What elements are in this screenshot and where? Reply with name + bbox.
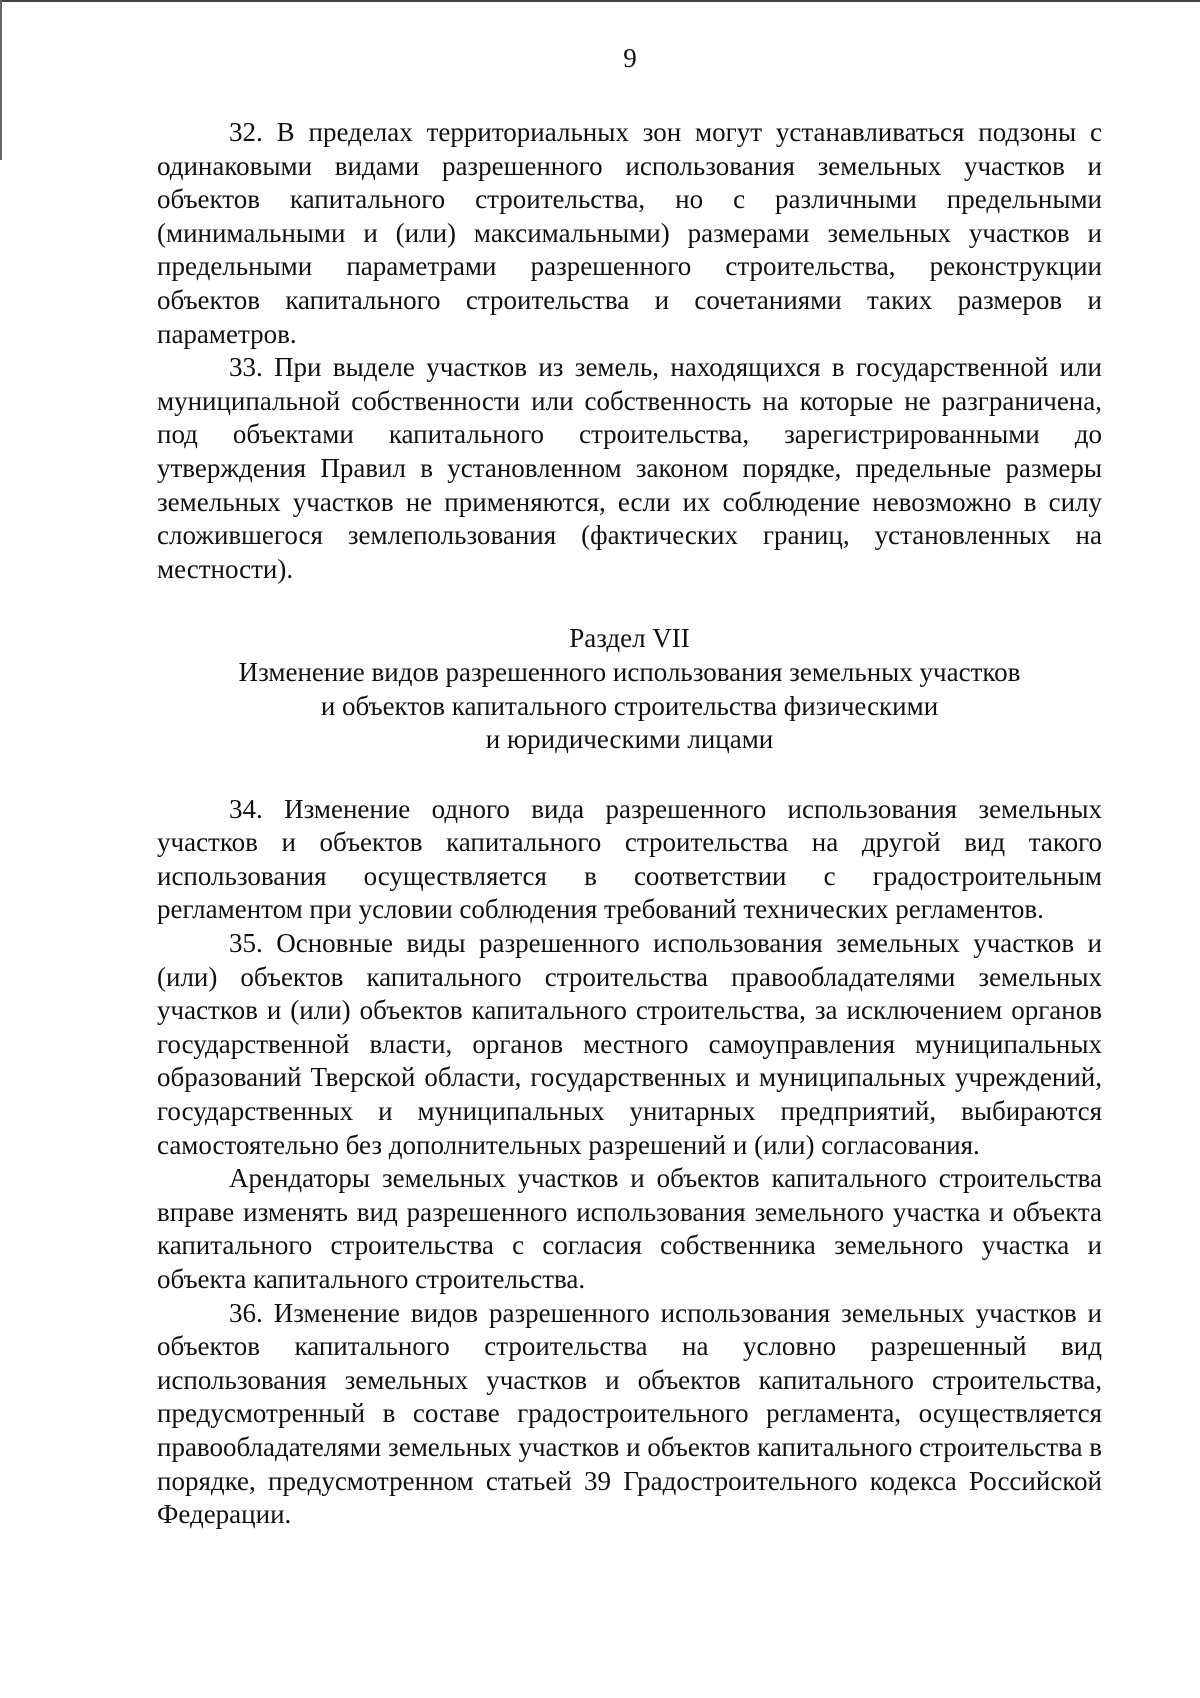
paragraph-33: 33. При выделе участков из земель, находящихся в государственной или муниципальной собственности или собственность на которые не разграничена, под объектами капитального строительства, зарегистрированными до утверждения Правил в установленном законом порядке, предельные размеры земельных участков не применяются, если их соблюдение невозможно в силу сложившегося землепользования (фактических границ, установленных на местности). [157,352,1102,584]
section-header [157,622,1102,756]
scan-edge-top [0,0,1200,2]
page-number: 9 [623,43,637,73]
section-title-line: Изменение видов разрешенного использования земельных участков [238,656,1021,687]
paragraph-34: 34. Изменение одного вида разрешенного использования земельных участков и объектов капитального строительства на другой вид такого использования осуществляется в соответствии с градостроительным регламентом при условии соблюдения требований технических регламентов. [157,793,1102,925]
paragraph-35: 35. Основные виды разрешенного использования земельных участков и (или) объектов капитального строительства правообладателями земельных участков и (или) объектов капитального строительства, за исключением органов государственной власти, органов местного самоуправления муниципальных образований Тверской области, государственных и муниципальных учреждений, государственных и муниципальных унитарных предприятий, выбираются самостоятельно без дополнительных разрешений и (или) согласования. [157,928,1102,1160]
scan-edge-left [0,0,2,160]
section-title-line: и юридическими лицами [485,724,774,755]
paragraph-35-tenants: Арендаторы земельных участков и объектов капитального строительства вправе изменять вид разрешенного использования земельного участка и объекта капитального строительства с согласия собственника земельного участка и объекта капитального строительства. [157,1163,1102,1294]
paragraph-32: 32. В пределах территориальных зон могут устанавливаться подзоны с одинаковыми видами разрешенного использования земельных участков и объектов капитального строительства, но с различными предельными (минимальными и (или) максимальными) размерами земельных участков и предельными параметрами разрешенного строительства, реконструкции объектов капитального строительства и сочетаниями таких размеров и параметров. [157,117,1102,349]
document-body [157,116,1102,1532]
paragraph-36: 36. Изменение видов разрешенного использования земельных участков и объектов капитального строительства на условно разрешенный вид использования земельных участков и объектов капитального строительства, предусмотренный в составе градостроительного регламента, осуществляется правообладателями земельных участков и объектов капитального строительства в порядке, предусмотренном статьей 39 Градостроительного кодекса Российской Федерации. [157,1297,1102,1530]
section-heading: Раздел VII [569,623,690,654]
section-title-line: и объектов капитального строительства физическими [320,690,939,721]
section-title [157,656,1102,757]
